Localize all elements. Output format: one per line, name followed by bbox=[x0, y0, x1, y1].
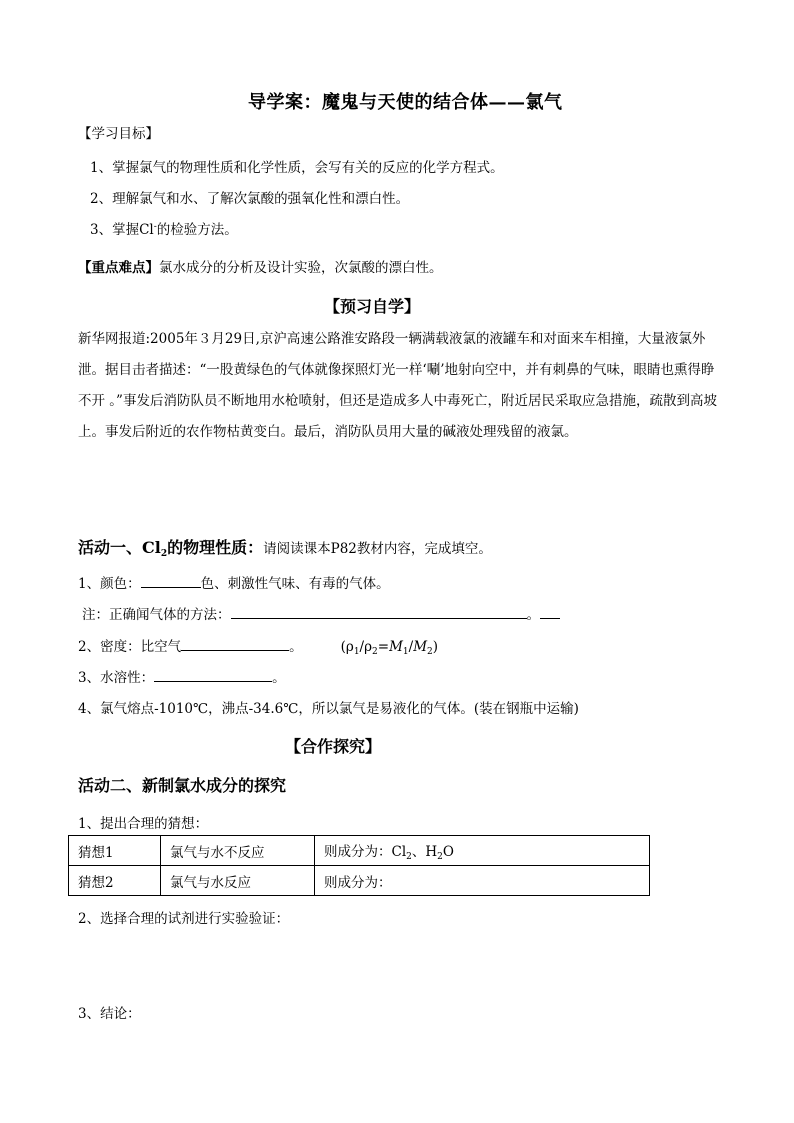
melting-boiling-line: 4、氯气熔点-1010℃，沸点-34.6℃，所以氯气是易液化的气体。(装在钢瓶中运输) bbox=[78, 701, 579, 717]
density-line: 2、密度：比空气 。 $(\rho_1/\rho_2=M_1/M_2)$ bbox=[78, 635, 438, 657]
density-formula: $(\rho_1/\rho_2=M_1/M_2)$ bbox=[340, 639, 439, 657]
note-line: 注：正确闻气体的方法： 。 bbox=[82, 603, 560, 623]
key-points-text: 氯水成分的分析及设计实验，次氯酸的漂白性。 bbox=[159, 260, 443, 276]
hypothesis-table bbox=[68, 835, 650, 896]
activity2-title: 活动二、新制氯水成分的探究 bbox=[78, 776, 287, 795]
density-blank[interactable] bbox=[181, 636, 289, 651]
guess-label: 猜想2 bbox=[69, 866, 161, 896]
guess-description: 氯气与水不反应 bbox=[161, 836, 315, 866]
activity1-title: 活动一、$Cl_2$的物理性质：请阅读课本P82教材内容，完成填空。 bbox=[78, 538, 492, 559]
table-row bbox=[69, 836, 650, 866]
page-title: 导学案：魔鬼与天使的结合体——氯气 bbox=[248, 92, 563, 113]
step2: 2、选择合理的试剂进行实验验证： bbox=[78, 911, 290, 927]
color-line: 1、颜色： 色、刺激性气味、有毒的气体。 bbox=[78, 572, 390, 592]
guess-result[interactable]: 则成分为： bbox=[315, 866, 650, 896]
color-blank[interactable] bbox=[141, 573, 201, 588]
news-paragraph: 新华网报道:2005年３月29日,京沪高速公路淮安路段一辆满载液氯的液罐车和对面来车相撞，大量液氯外泄。据目击者描述：“一股黄绿色的气体就像探照灯光一样‘唰’地射向空中，并有刺鼻的气味，眼睛也熏得睁不开 。”事发后消防队员不断地用水枪喷射，但还是造成多人中毒死亡，附近居民采取应急措施，疏散到高坡上。事发后附近的农作物枯黄变白。最后，消防队员用大量的碱液处理残留的液氯。 bbox=[78, 331, 717, 440]
key-points bbox=[78, 256, 443, 276]
objective-1: 1、掌握氯气的物理性质和化学性质，会写有关的反应的化学方程式。 bbox=[90, 160, 504, 176]
table-row bbox=[69, 866, 650, 896]
step3: 3、结论： bbox=[78, 1006, 141, 1022]
guess-description: 氯气与水反应 bbox=[161, 866, 315, 896]
solubility-blank[interactable] bbox=[154, 667, 272, 682]
objective-2: 2、理解氯气和水、了解次氯酸的强氧化性和漂白性。 bbox=[90, 191, 410, 207]
step1: 1、提出合理的猜想： bbox=[78, 816, 209, 832]
guess-label: 猜想1 bbox=[69, 836, 161, 866]
smell-method-blank[interactable] bbox=[231, 604, 527, 619]
preview-heading: 【预习自学】 bbox=[324, 297, 421, 316]
solubility-line: 3、水溶性： 。 bbox=[78, 666, 286, 686]
coop-heading: 【合作探究】 bbox=[285, 737, 382, 756]
guess-result: 则成分为：$Cl_2$、$H_2O$ bbox=[315, 836, 650, 866]
key-points-label: 【重点难点】 bbox=[78, 260, 159, 276]
objectives-heading: 【学习目标】 bbox=[78, 126, 159, 142]
objective-3: 3、掌握Cl-的检验方法。 bbox=[90, 222, 238, 238]
